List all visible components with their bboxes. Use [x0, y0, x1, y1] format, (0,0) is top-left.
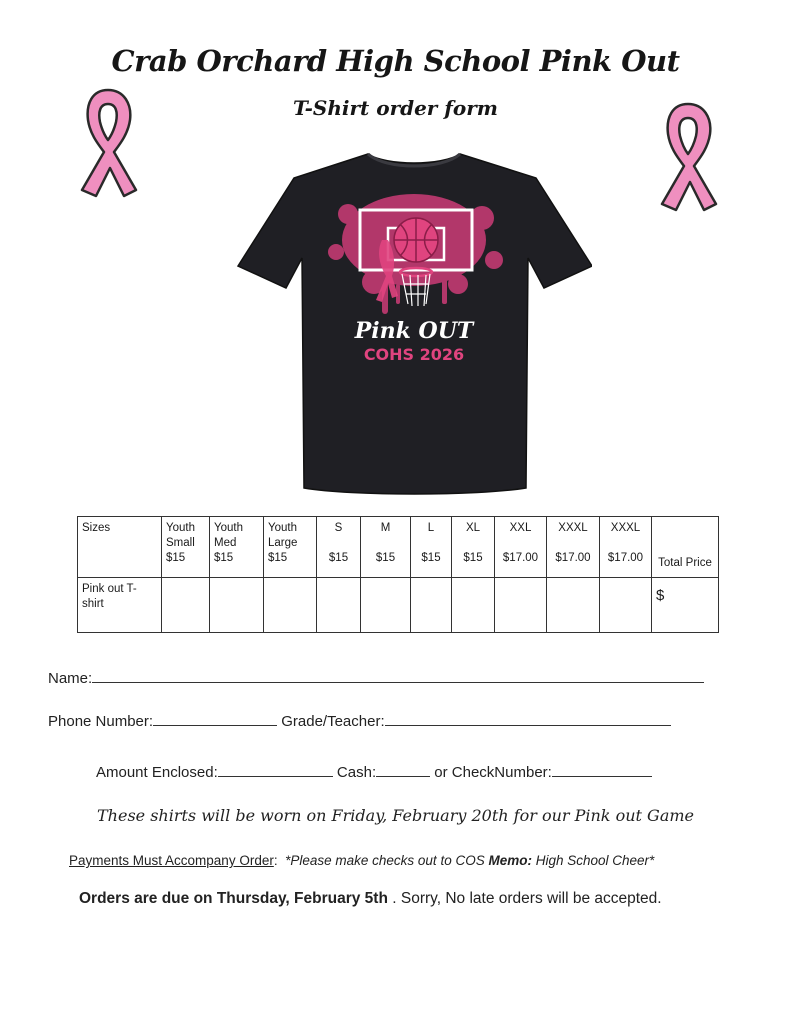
due-date-note	[79, 890, 662, 908]
size-col-xxxl-1	[547, 517, 600, 578]
cash-label: Cash:	[336, 764, 377, 781]
due-date-rest: . Sorry, No late orders will be accepted.	[387, 890, 662, 907]
size-price: $15	[268, 552, 288, 564]
size-price: $15	[214, 552, 234, 564]
qty-cell-m[interactable]	[361, 578, 411, 633]
size-price: $15	[166, 552, 186, 564]
checks-note-post: High School Cheer*	[531, 853, 655, 868]
awareness-ribbon-icon-right	[654, 96, 722, 214]
shirt-graphic-line1: Pink OUT	[354, 318, 474, 344]
payments-note	[69, 853, 654, 868]
size-label: XXL	[509, 522, 532, 534]
checks-note-pre: *Please make checks out to COS	[285, 853, 489, 868]
size-col-youth-small	[162, 517, 210, 578]
size-col-s	[317, 517, 361, 578]
qty-cell-youth-large[interactable]	[264, 578, 317, 633]
size-label: Youth Large	[268, 522, 298, 549]
size-label: M	[380, 522, 391, 534]
total-price-header: Total Price	[652, 517, 719, 578]
size-col-xxl	[495, 517, 547, 578]
qty-cell-xl[interactable]	[452, 578, 495, 633]
size-label: S	[334, 522, 343, 534]
phone-field[interactable]	[153, 711, 277, 726]
grade-teacher-field[interactable]	[385, 711, 671, 726]
table-header-row	[78, 517, 719, 578]
size-col-youth-large	[264, 517, 317, 578]
payments-colon: :	[273, 853, 278, 868]
payments-label: Payments Must Accompany Order	[69, 853, 274, 868]
name-line	[48, 668, 704, 687]
size-label: XL	[465, 522, 481, 534]
qty-cell-xxxl-1[interactable]	[547, 578, 600, 633]
name-label: Name:	[48, 670, 93, 687]
table-row	[78, 578, 719, 633]
cash-field[interactable]	[376, 762, 430, 777]
size-price: $17.00	[555, 552, 591, 564]
check-number-field[interactable]	[552, 762, 652, 777]
page-title: Crab Orchard High School Pink Out	[111, 44, 680, 78]
size-label: L	[427, 522, 435, 534]
size-label: Youth Med	[214, 522, 243, 549]
qty-cell-xxxl-2[interactable]	[600, 578, 652, 633]
size-label: Youth Small	[166, 522, 195, 549]
qty-cell-youth-small[interactable]	[162, 578, 210, 633]
size-price: $15	[463, 552, 483, 564]
due-date-bold: Orders are due on Thursday, February 5th	[79, 890, 388, 907]
size-col-xxxl-2	[600, 517, 652, 578]
total-price-cell[interactable]: $	[652, 578, 719, 633]
size-order-table	[77, 516, 719, 633]
sizes-header: Sizes	[78, 517, 162, 578]
phone-grade-line	[48, 711, 671, 730]
size-price: $17.00	[607, 552, 644, 564]
size-col-xl	[452, 517, 495, 578]
size-col-youth-med	[210, 517, 264, 578]
qty-cell-l[interactable]	[411, 578, 452, 633]
size-price: $15	[421, 552, 441, 564]
phone-label: Phone Number:	[48, 713, 154, 730]
checks-memo: Memo:	[488, 853, 532, 868]
amount-label: Amount Enclosed:	[96, 764, 218, 781]
size-label: XXXL	[558, 522, 588, 534]
tshirt-image	[236, 148, 592, 496]
page-subtitle: T-Shirt order form	[293, 96, 498, 120]
payment-line	[96, 762, 652, 781]
checks-note	[285, 853, 654, 868]
awareness-ribbon-icon-left	[74, 82, 142, 200]
size-label: XXXL	[610, 522, 641, 534]
qty-cell-s[interactable]	[317, 578, 361, 633]
size-col-l	[411, 517, 452, 578]
qty-cell-youth-med[interactable]	[210, 578, 264, 633]
item-label: Pink out T-shirt	[78, 578, 162, 633]
game-date-note: These shirts will be worn on Friday, February 20th for our Pink out Game	[97, 806, 694, 825]
name-field[interactable]	[92, 668, 704, 683]
size-col-m	[361, 517, 411, 578]
amount-field[interactable]	[218, 762, 333, 777]
size-price: $15	[328, 552, 349, 564]
check-label: or CheckNumber:	[434, 764, 552, 781]
size-price: $15	[375, 552, 396, 564]
grade-label: Grade/Teacher:	[281, 713, 385, 730]
size-price: $17.00	[502, 552, 539, 564]
qty-cell-xxl[interactable]	[495, 578, 547, 633]
shirt-graphic-line2: COHS 2026	[363, 345, 465, 364]
